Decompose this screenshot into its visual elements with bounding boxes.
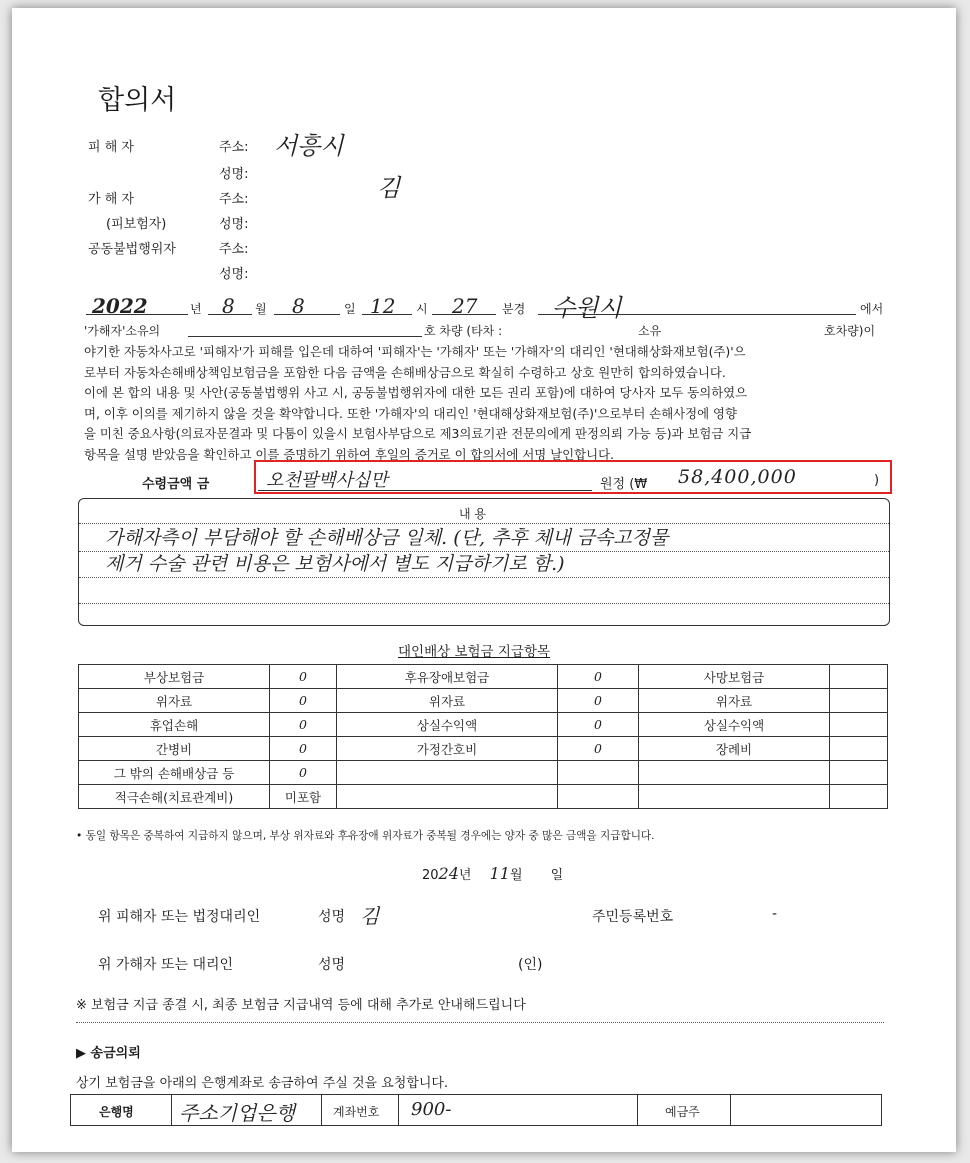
body-line: 며, 이후 이의를 제기하지 않을 것을 확약합니다. 또한 '가해자'의 대리인 '현대해상화재보험(주)'으로부터 손해사정에 영향 — [84, 405, 737, 421]
victim-signature-hw: 김 — [360, 904, 380, 928]
table-row — [79, 761, 888, 785]
body-line: 야기한 자동차사고로 '피해자'가 피해를 입은데 대하여 '피해자'는 '가해자' 또는 '가해자'의 대리인 '현대해상화재보험(주)'으 — [84, 344, 746, 359]
table-cell — [639, 761, 830, 785]
sign-year-hw: 24 — [438, 864, 459, 883]
vehicle-label: 호 차량 (타차 : — [424, 324, 503, 338]
accident-place-hw: 수원시 — [552, 294, 622, 322]
table-cell: 장례비 — [639, 737, 830, 761]
body-line: 로부터 자동차손해배상책임보험금을 포함한 다음 금액을 손해배상금으로 확실히 수령하고 상호 원만히 합의하였습니다. — [84, 364, 726, 380]
amount-korean-hw: 오천팔백사십만 — [266, 470, 388, 491]
insured-label: (피보험자) — [106, 217, 167, 232]
document-title: 합의서 — [98, 85, 177, 116]
accident-month-label: 월 — [255, 302, 267, 316]
amount-highlight-box — [254, 460, 892, 494]
amount-close: ) — [874, 473, 880, 488]
victim-label: 피 해 자 — [88, 140, 134, 155]
table-cell: 간병비 — [79, 737, 270, 761]
sign-month-hw: 11 — [489, 864, 510, 883]
table-cell — [830, 785, 888, 809]
table-cell: 부상보험금 — [79, 665, 270, 689]
remit-request-text: 상기 보험금을 아래의 은행계좌로 송금하여 주실 것을 요청합니다. — [76, 1076, 449, 1091]
sign-year-prefix: 20 — [422, 868, 439, 883]
content-header: 내 용 — [459, 507, 486, 521]
bank-name-label: 은행명 — [99, 1105, 134, 1119]
accident-month-hw: 8 — [222, 294, 235, 318]
amount-label: 수령금액 금 — [142, 477, 210, 492]
final-notice: ※ 보험금 지급 종결 시, 최종 보험금 지급내역 등에 대해 추가로 안내해드립니다 — [76, 998, 526, 1013]
other-owner-label: 소유 — [638, 324, 662, 338]
accident-day-hw: 8 — [292, 294, 305, 318]
agreement-document — [12, 8, 956, 1152]
table-cell: 상실수익액 — [337, 713, 558, 737]
victim-address-handwriting: 서흥시 — [274, 132, 344, 160]
victim-name-handwriting: 김 — [377, 174, 401, 202]
table-cell: 사망보험금 — [639, 665, 830, 689]
table-cell: 0 — [558, 737, 639, 761]
table-cell: 0 — [558, 665, 639, 689]
joint-tortfeasor-label: 공동불법행위자 — [88, 242, 176, 257]
table-cell — [558, 761, 639, 785]
table-cell: 가정간호비 — [337, 737, 558, 761]
duplicate-payment-note: • 동일 항목은 중복하여 지급하지 않으며, 부상 위자료와 후유장애 위자료가 중복될 경우에는 양자 중 많은 금액을 지급합니다. — [76, 830, 655, 842]
table-cell: 휴업손해 — [79, 713, 270, 737]
accident-minute-label: 분경 — [502, 302, 526, 316]
accident-hour-label: 시 — [416, 302, 428, 316]
account-number-hw: 900- — [411, 1099, 452, 1120]
victim-name-label: 성명: — [219, 167, 249, 182]
accident-year-hw: 2022 — [92, 294, 148, 318]
resident-id-label: 주민등록번호 — [592, 909, 674, 925]
offender-label: 가 해 자 — [88, 192, 134, 207]
amount-unit: 원정 (₩ — [600, 477, 648, 492]
table-cell: 0 — [270, 713, 337, 737]
table-cell: 0 — [558, 689, 639, 713]
payment-table-title: 대인배상 보험금 지급항목 — [398, 644, 551, 660]
account-holder-label: 예금주 — [665, 1105, 700, 1119]
sign-month-label: 월 — [509, 868, 523, 883]
victim-signature-line: 위 피해자 또는 법정대리인 — [98, 909, 261, 925]
table-row — [79, 785, 888, 809]
resident-id-dash: - — [772, 906, 778, 922]
joint-address-label: 주소: — [219, 242, 249, 257]
table-cell: 0 — [270, 689, 337, 713]
content-box — [78, 498, 890, 626]
table-cell: 0 — [558, 713, 639, 737]
sign-year-label: 년 — [458, 868, 472, 883]
body-line: 을 미친 중요사항(의료자문결과 및 다툼이 있을시 보험사부담으로 제3의료기관 전문의에게 판정의뢰 가능 등)과 보험금 지급 — [84, 426, 752, 441]
agreement-body — [84, 342, 894, 465]
bank-name-hw: 주소기업은행 — [179, 1101, 295, 1125]
table-row — [79, 713, 888, 737]
joint-name-label: 성명: — [219, 267, 249, 282]
table-row — [79, 689, 888, 713]
table-row — [79, 665, 888, 689]
accident-minute-hw: 27 — [452, 294, 478, 318]
table-row — [79, 737, 888, 761]
table-cell — [639, 785, 830, 809]
table-cell: 0 — [270, 737, 337, 761]
table-cell — [830, 737, 888, 761]
sign-day-label: 일 — [550, 868, 564, 883]
payment-table — [78, 664, 888, 809]
table-cell: 위자료 — [79, 689, 270, 713]
other-vehicle-label: 호차량)이 — [824, 324, 876, 338]
accident-place-suffix: 에서 — [860, 302, 884, 316]
table-cell — [558, 785, 639, 809]
accident-year-label: 년 — [190, 302, 202, 316]
account-number-label: 계좌번호 — [333, 1105, 380, 1119]
table-cell: 그 밖의 손해배상금 등 — [79, 761, 270, 785]
accident-day-label: 일 — [344, 302, 356, 316]
offender-address-label: 주소: — [219, 192, 249, 207]
table-cell — [830, 761, 888, 785]
table-cell — [337, 785, 558, 809]
table-cell — [830, 665, 888, 689]
table-cell: 0 — [270, 761, 337, 785]
body-line: 이에 본 합의 내용 및 사안(공동불법행위 사고 시, 공동불법행위자에 대한 모든 권리 포함)에 대하여 당사자 모두 동의하였으 — [84, 385, 748, 400]
table-cell: 상실수익액 — [639, 713, 830, 737]
content-line2-hw: 제거 수술 관련 비용은 보험사에서 별도 지급하기로 함.) — [105, 553, 565, 575]
table-cell: 0 — [270, 665, 337, 689]
table-cell: 후유장애보험금 — [337, 665, 558, 689]
amount-numeric-hw: 58,400,000 — [678, 466, 797, 488]
accident-hour-hw: 12 — [370, 294, 396, 318]
seal-mark: (인) — [518, 957, 543, 973]
victim-address-label: 주소: — [219, 140, 249, 155]
offender-name-label: 성명: — [219, 217, 249, 232]
sign-date — [422, 864, 563, 883]
table-cell: 적극손해(치료관계비) — [79, 785, 270, 809]
victim-signature-name-label: 성명 — [318, 909, 346, 925]
table-cell — [830, 689, 888, 713]
table-cell — [830, 713, 888, 737]
remit-title: ▶ 송금의뢰 — [76, 1046, 141, 1061]
offender-signature-name-label: 성명 — [318, 957, 346, 973]
table-cell: 위자료 — [337, 689, 558, 713]
bank-account-row — [70, 1094, 882, 1126]
table-cell — [337, 761, 558, 785]
body-line: 항목을 설명 받았음을 확인하고 이를 증명하기 위하여 후일의 증거로 이 합의서에 서명 날인합니다. — [84, 446, 614, 462]
offender-signature-line: 위 가해자 또는 대리인 — [98, 957, 234, 973]
content-line1-hw: 가해자측이 부담해야 할 손해배상금 일체. (단, 추후 체내 금속고정물 — [105, 527, 669, 549]
table-cell: 위자료 — [639, 689, 830, 713]
table-cell: 미포함 — [270, 785, 337, 809]
owner-label: '가해자'소유의 — [84, 324, 161, 338]
